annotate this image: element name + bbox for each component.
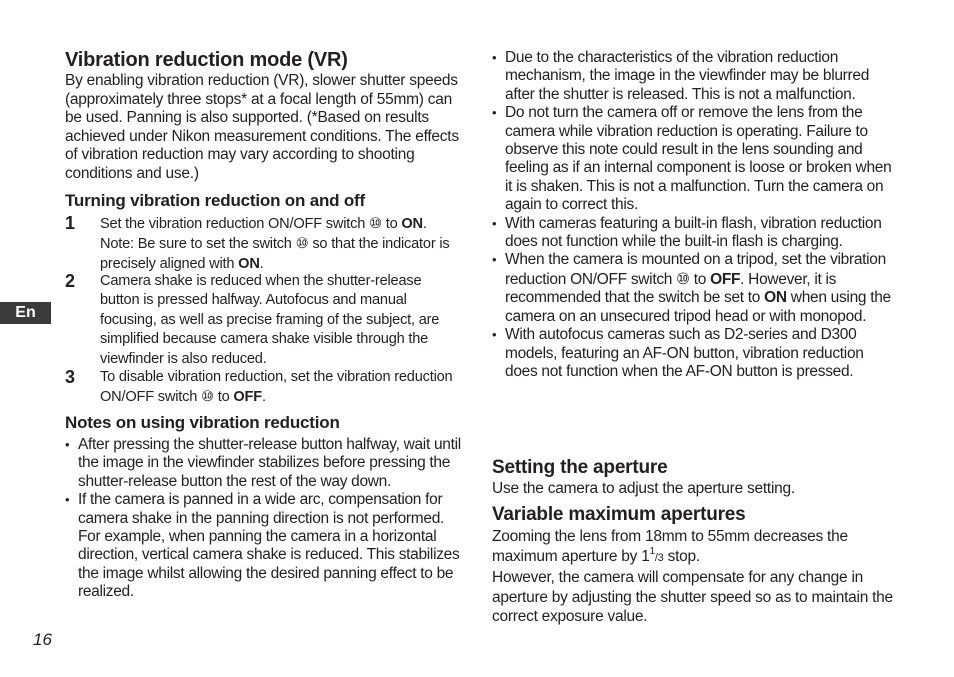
step-number: 3 <box>65 367 76 387</box>
variable-heading: Variable maximum apertures <box>492 504 746 525</box>
switch-symbol-icon: ⑩ <box>676 269 690 288</box>
section-heading: Vibration reduction mode (VR) <box>65 49 348 71</box>
right-bullets <box>492 49 894 381</box>
list-item: • Do not turn the camera off or remove the lens from the camera while vibration reduction is operating. Failure to observe this note could result in the lens sounding and feeling as if an internal component is loose or broken when it is shaken. This is not a malfunction. Turn the camera on again to correct this. <box>492 104 894 214</box>
aperture-text: Use the camera to adjust the aperture setting. <box>492 480 795 497</box>
step-number: 1 <box>65 213 76 233</box>
switch-symbol-icon: ⑩ <box>200 388 214 406</box>
notes-heading: Notes on using vibration reduction <box>65 413 340 432</box>
intro-paragraph: By enabling vibration reduction (VR), slower shutter speeds (approximately three stops* at a focal length of 55mm) can be used. Panning is also supported. (*Based on results achieved under Nikon measurement conditions. The effects of vibration reduction may vary according to shooting conditions and use.) <box>65 72 459 182</box>
list-item: • When the camera is mounted on a tripod, set the vibration reduction ON/OFF switch ⑩ to OFF. However, it is recommended that the switch be set to ON when using the camera on an unsecured tripod head or with monopod. <box>492 251 894 326</box>
step-1: Set the vibration reduction ON/OFF switch ⑩ to ON. Note: Be sure to set the switch ⑩ so that the indicator is precisely aligned with ON. <box>100 215 450 272</box>
notes-list <box>65 436 461 602</box>
variable-text: Zooming the lens from 18mm to 55mm decreases the maximum aperture by $1^1/3$ stop. However, the camera will compensate for any change in aperture by adjusting the shutter speed so as to maintain the correct exposure value. <box>492 528 893 625</box>
vr-title <box>65 48 465 72</box>
vr-intro <box>65 72 465 184</box>
turning-heading: Turning vibration reduction on and off <box>65 191 365 210</box>
language-tab: En <box>0 302 51 324</box>
list-item: • Due to the characteristics of the vibration reduction mechanism, the image in the viewfinder may be blurred after the shutter is released. This is not a malfunction. <box>492 49 894 104</box>
list-item: • With cameras featuring a built-in flash, vibration reduction does not function while the built-in flash is charging. <box>492 215 894 252</box>
list-item: • If the camera is panned in a wide arc, compensation for camera shake in the panning direction is not performed. For example, when panning the camera in a horizontal direction, vertical camera shake is reduced. This stabilizes the image whilst allowing the desired panning effect to be realized. <box>65 491 461 601</box>
step-number: 2 <box>65 271 76 291</box>
list-item: • After pressing the shutter-release button halfway, wait until the image in the viewfinder stabilizes before pressing the shutter-release button the rest of the way down. <box>65 436 461 491</box>
aperture-heading: Setting the aperture <box>492 457 668 478</box>
step-3: To disable vibration reduction, set the vibration reduction ON/OFF switch ⑩ to OFF. <box>100 369 453 406</box>
step-2: Camera shake is reduced when the shutter-release button is pressed halfway. Autofocus and manual focusing, as well as precise framing of the subject, are simplified because camera shake visible through the viewfinder is also reduced. <box>100 273 440 367</box>
switch-symbol-icon: ⑩ <box>295 235 309 253</box>
page-number: 16 <box>33 630 52 649</box>
switch-symbol-icon: ⑩ <box>369 215 382 232</box>
list-item: • With autofocus cameras such as D2-series and D300 models, featuring an AF-ON button, vibration reduction does not function when the AF-ON button is pressed. <box>492 326 894 381</box>
